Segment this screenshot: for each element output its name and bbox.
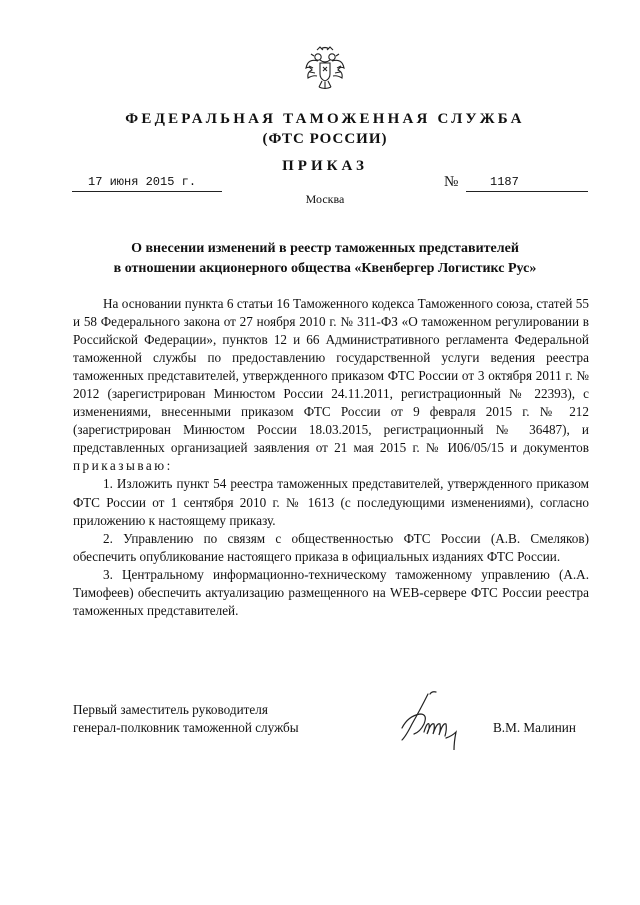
order-number: 1187: [490, 175, 519, 189]
subject-line-2: в отношении акционерного общества «Квенбергер Логистикс Рус»: [113, 261, 537, 276]
double-headed-eagle-icon: [304, 46, 346, 92]
signatory-position: Первый заместитель руководителя: [73, 702, 268, 717]
signatory-rank: генерал-полковник таможенной службы: [73, 720, 299, 735]
number-label: №: [444, 174, 459, 190]
document-type: ПРИКАЗ: [282, 158, 368, 174]
order-body: [73, 295, 589, 620]
order-word: приказываю:: [73, 458, 173, 474]
date-field: [72, 175, 222, 192]
subject-line-1: О внесении изменений в реестр таможенных представителей: [131, 241, 519, 256]
city: Москва: [305, 192, 345, 206]
number-field: [466, 175, 588, 192]
item-3: 3. Центральному информационно-техническому таможенному управлению (А.А. Тимофеев) обеспечить актуализацию размещенного на WEB-сервере ФТС России реестра таможенных представителей.: [73, 566, 589, 618]
agency-name: ФЕДЕРАЛЬНАЯ ТАМОЖЕННАЯ СЛУЖБА: [125, 111, 525, 127]
intro-text: На основании пункта 6 статьи 16 Таможенного кодекса Таможенного союза, статей 55 и 58 Федерального закона от 27 ноября 2010 г. № 311-ФЗ «О таможенном регулировании в Российской Федерации», пунктов 12 и 66 Административного регламента Федеральной таможенной службы по предоставлению государственной услуги ведения реестра таможенных представителей, утвержденного приказом ФТС России от 3 октября 2011 г. № 2012 (зарегистрирован Минюстом России 24.11.2011, регистрационный № 22393), с изменениями, внесенными приказом ФТС России от 9 февраля 2015 г. № 212 (зарегистрирован Минюстом России 18.03.2015, регистрационный № 36487), и представленных организацией заявления от 21 мая 2015 г. № И06/05/15 и документов: [73, 296, 589, 456]
agency-short-name: (ФТС РОССИИ): [262, 131, 388, 147]
order-date: 17 июня 2015 г.: [88, 175, 197, 189]
signatory-name: В.М. Малинин: [493, 720, 576, 735]
item-1: 1. Изложить пункт 54 реестра таможенных представителей, утвержденного приказом ФТС России от 1 сентября 2010 г. № 1613 (с последующими изменениями), согласно приложению к настоящему приказу.: [73, 476, 589, 528]
handwritten-signature: [398, 690, 468, 750]
item-2: 2. Управлению по связям с общественностью ФТС России (А.В. Смеляков) обеспечить опубликование настоящего приказа в официальных изданиях ФТС России.: [73, 530, 589, 564]
intro-paragraph: [73, 295, 589, 475]
